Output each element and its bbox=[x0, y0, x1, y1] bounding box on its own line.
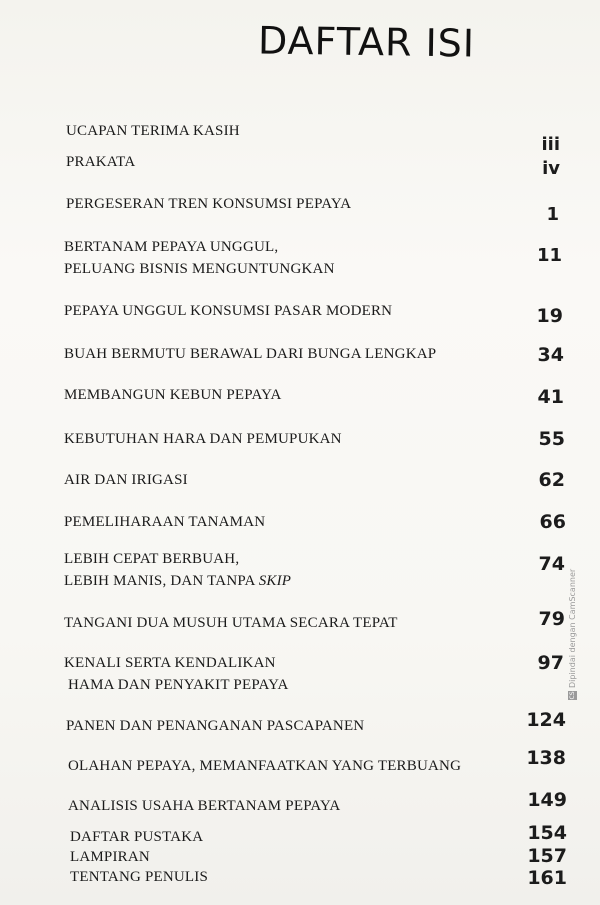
scanner-watermark bbox=[568, 500, 577, 700]
toc-entry-bertanam-line1: BERTANAM PEPAYA UNGGUL, bbox=[64, 239, 279, 255]
toc-entry-panen: PANEN DAN PENANGANAN PASCAPANEN bbox=[66, 718, 365, 734]
toc-entry-kebutuhan-hara: KEBUTUHAN HARA DAN PEMUPUKAN bbox=[64, 431, 342, 447]
toc-page-lampiran: 157 bbox=[527, 845, 567, 867]
toc-page-air-irigasi: 62 bbox=[538, 469, 565, 491]
toc-entry-pemeliharaan: PEMELIHARAAN TANAMAN bbox=[64, 514, 266, 530]
toc-entry-lebih-cepat-line2 bbox=[64, 570, 291, 592]
toc-entry-analisis: ANALISIS USAHA BERTANAM PEPAYA bbox=[68, 798, 341, 814]
toc-page-pergeseran: 1 bbox=[546, 204, 559, 225]
toc-page-lebih-cepat: 74 bbox=[538, 553, 565, 575]
toc-entry-lebih-cepat-line1: LEBIH CEPAT BERBUAH, bbox=[64, 551, 240, 567]
toc-entry-lampiran: LAMPIRAN bbox=[70, 849, 150, 865]
toc-entry-membangun: MEMBANGUN KEBUN PEPAYA bbox=[64, 387, 282, 403]
toc-page-kebutuhan-hara: 55 bbox=[538, 428, 565, 450]
toc-entry-ucapan: UCAPAN TERIMA KASIH bbox=[66, 123, 240, 139]
toc-page-prakata: iv bbox=[542, 158, 560, 179]
toc-entry-tangani: TANGANI DUA MUSUH UTAMA SECARA TEPAT bbox=[64, 615, 398, 631]
toc-page-daftar-pustaka: 154 bbox=[527, 822, 567, 844]
scanner-watermark-text: Dipindai dengan CamScanner bbox=[568, 568, 577, 688]
toc-entry-prakata: PRAKATA bbox=[66, 154, 136, 170]
toc-entry-lebih-cepat-line2-text: LEBIH MANIS, DAN TANPA bbox=[64, 573, 255, 589]
toc-entry-kenali-line2: HAMA DAN PENYAKIT PEPAYA bbox=[68, 677, 289, 693]
toc-entry-kenali-line1: KENALI SERTA KENDALIKAN bbox=[64, 655, 276, 671]
toc-entry-kenali bbox=[64, 652, 289, 696]
toc-entry-buah-bermutu: BUAH BERMUTU BERAWAL DARI BUNGA LENGKAP bbox=[64, 346, 437, 362]
toc-entry-tentang-penulis: TENTANG PENULIS bbox=[70, 869, 209, 885]
toc-entry-olahan: OLAHAN PEPAYA, MEMANFAATKAN YANG TERBUANG bbox=[68, 758, 462, 774]
toc-page-analisis: 149 bbox=[527, 789, 567, 811]
toc-page-pemeliharaan: 66 bbox=[539, 511, 566, 533]
toc-entry-air-irigasi: AIR DAN IRIGASI bbox=[64, 472, 188, 488]
camscanner-logo-icon: CS bbox=[569, 691, 576, 700]
toc-page-kenali: 97 bbox=[537, 652, 564, 674]
toc-entry-daftar-pustaka: DAFTAR PUSTAKA bbox=[70, 829, 204, 845]
toc-page-bertanam: 11 bbox=[536, 245, 562, 266]
toc-entry-lebih-cepat bbox=[64, 548, 291, 592]
toc-entry-bertanam-line2: PELUANG BISNIS MENGUNTUNGKAN bbox=[64, 261, 335, 277]
toc-entry-lebih-cepat-italic: SKIP bbox=[258, 573, 292, 589]
toc-page-olahan: 138 bbox=[526, 747, 566, 769]
toc-page-tangani: 79 bbox=[538, 608, 565, 630]
page-title: DAFTAR ISI bbox=[257, 18, 476, 66]
toc-entry-bertanam bbox=[64, 236, 335, 280]
toc-page-buah-bermutu: 34 bbox=[537, 344, 564, 366]
toc-entry-pepaya-unggul: PEPAYA UNGGUL KONSUMSI PASAR MODERN bbox=[64, 303, 393, 319]
toc-entry-pergeseran: PERGESERAN TREN KONSUMSI PEPAYA bbox=[66, 196, 352, 212]
toc-page-membangun: 41 bbox=[537, 386, 564, 408]
toc-page-ucapan: iii bbox=[541, 134, 560, 155]
toc-page-pepaya-unggul: 19 bbox=[536, 305, 563, 327]
toc-page-panen: 124 bbox=[526, 709, 566, 731]
toc-page-tentang-penulis: 161 bbox=[527, 867, 567, 889]
